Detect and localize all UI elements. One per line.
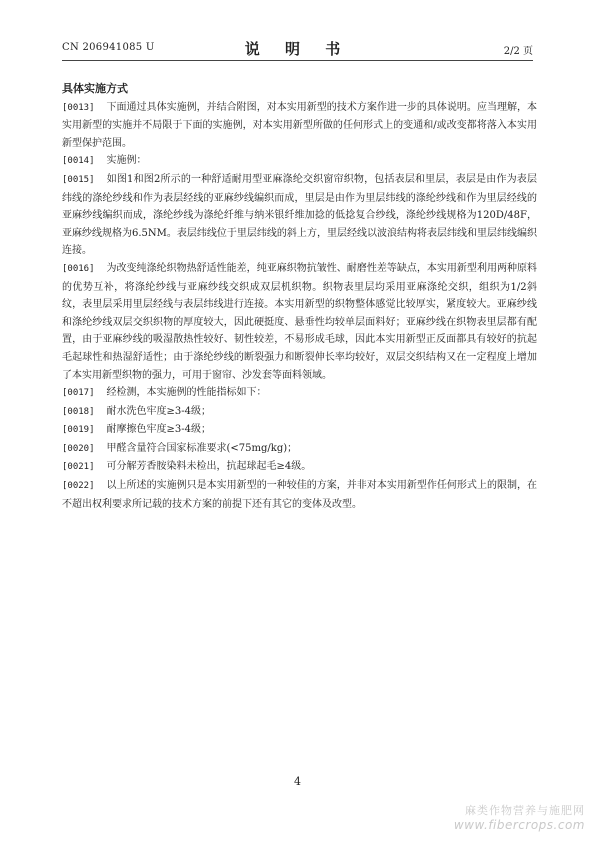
paragraph-text: 耐摩擦色牢度≥3-4级； [106, 424, 211, 436]
paragraph-text: 实施例： [106, 155, 147, 167]
section-title: 具体实施方式 [62, 82, 128, 95]
paragraph-text: 为改变纯涤纶织物热舒适性能差，纯亚麻织物抗皱性、耐磨性差等缺点，本实用新型利用两种原料的优势互补，将涤纶纱线与亚麻纱线交织成双层机织物。织物表里层均采用亚麻涤纶交织，组织为1/2斜纹，表里层采用里层经线与表层纬线进行连接。本实用新型的织物整体感觉比较厚实，紧度较大。亚麻纱线和涤纶纱线双层交织织物的厚度较大，因此硬挺度、悬垂性均较单层面料好；亚麻纱线在织物表里层都有配置，由于亚麻纱线的吸湿散热性较好、韧性较差，不易形成毛球，因此本实用新型正反面都具有较好的抗起毛起球性和热湿舒适性；由于涤纶纱线的断裂强力和断裂伸长率均较好，双层交织结构又在一定程度上增加了本实用新型织物的强力，可用于窗帘、沙发套等面料领域。 [62, 262, 537, 381]
page-header [62, 38, 533, 58]
paragraph-0013 [62, 99, 537, 153]
watermark-site-name: 麻类作物营养与施肥网 [465, 804, 585, 817]
paragraph-number: [0013] [62, 102, 95, 113]
paragraph-text: 可分解芳香胺染料未检出，抗起球起毛≥4级。 [106, 461, 312, 473]
paragraph-0018 [62, 403, 537, 422]
paragraph-number: [0014] [62, 156, 95, 167]
paragraph-0021 [62, 458, 537, 477]
document-title: 说 明 书 [244, 40, 351, 58]
paragraph-text: 下面通过具体实施例，并结合附图，对本实用新型的技术方案作进一步的具体说明。应当理解，本实用新型的实施并不局限于下面的实施例，对本实用新型所做的任何形式上的变通和/或改变都将落入本实用新型保护范围。 [62, 101, 537, 149]
paragraph-text: 甲醛含量符合国家标准要求(<75mg/kg)； [106, 442, 298, 454]
paragraph-number: [0022] [62, 481, 95, 492]
paragraph-0014 [62, 152, 537, 171]
document-body [62, 80, 537, 513]
page-info: 2/2 页 [503, 46, 533, 57]
paragraph-number: [0016] [62, 263, 95, 274]
paragraph-number: [0017] [62, 388, 95, 399]
paragraph-text: 如图1和图2所示的一种舒适耐用型亚麻涤纶交织窗帘织物，包括表层和里层，表层是由作为表层纬线的涤纶纱线和作为表层经线的亚麻纱线编织而成，里层是由作为里层纬线的涤纶纱线和作为里层经线的亚麻纱线编织而成，涤纶纱线为涤纶纤维与纳米银纤维加捻的低捻复合纱线，涤纶纱线规格为120D/48F，亚麻纱线规格为6.5NM。表层纬线位于里层纬线的斜上方，里层经线以波浪结构将表层纬线和里层纬线编织连接。 [62, 173, 537, 257]
paragraph-0020 [62, 440, 537, 459]
paragraph-text: 耐水洗色牢度≥3-4级； [106, 405, 211, 417]
publication-number: CN 206941085 U [62, 42, 155, 53]
paragraph-0016 [62, 260, 537, 384]
paragraph-number: [0018] [62, 406, 95, 417]
paragraph-0022 [62, 477, 537, 513]
paragraph-number: [0020] [62, 443, 95, 454]
page-number: 4 [294, 775, 301, 788]
paragraph-0019 [62, 421, 537, 440]
watermark [454, 802, 585, 832]
paragraph-number: [0015] [62, 174, 95, 185]
paragraph-0015 [62, 171, 537, 260]
paragraph-text: 经检测，本实施例的性能指标如下： [106, 387, 267, 399]
watermark-url: www.fibercrops.com [453, 818, 585, 832]
paragraph-0017 [62, 384, 537, 403]
paragraph-text: 以上所述的实施例只是本实用新型的一种较佳的方案，并非对本实用新型作任何形式上的限制，在不超出权利要求所记载的技术方案的前提下还有其它的变体及改型。 [62, 480, 537, 510]
paragraph-number: [0019] [62, 425, 95, 436]
header-divider [62, 60, 533, 61]
paragraph-number: [0021] [62, 462, 95, 473]
